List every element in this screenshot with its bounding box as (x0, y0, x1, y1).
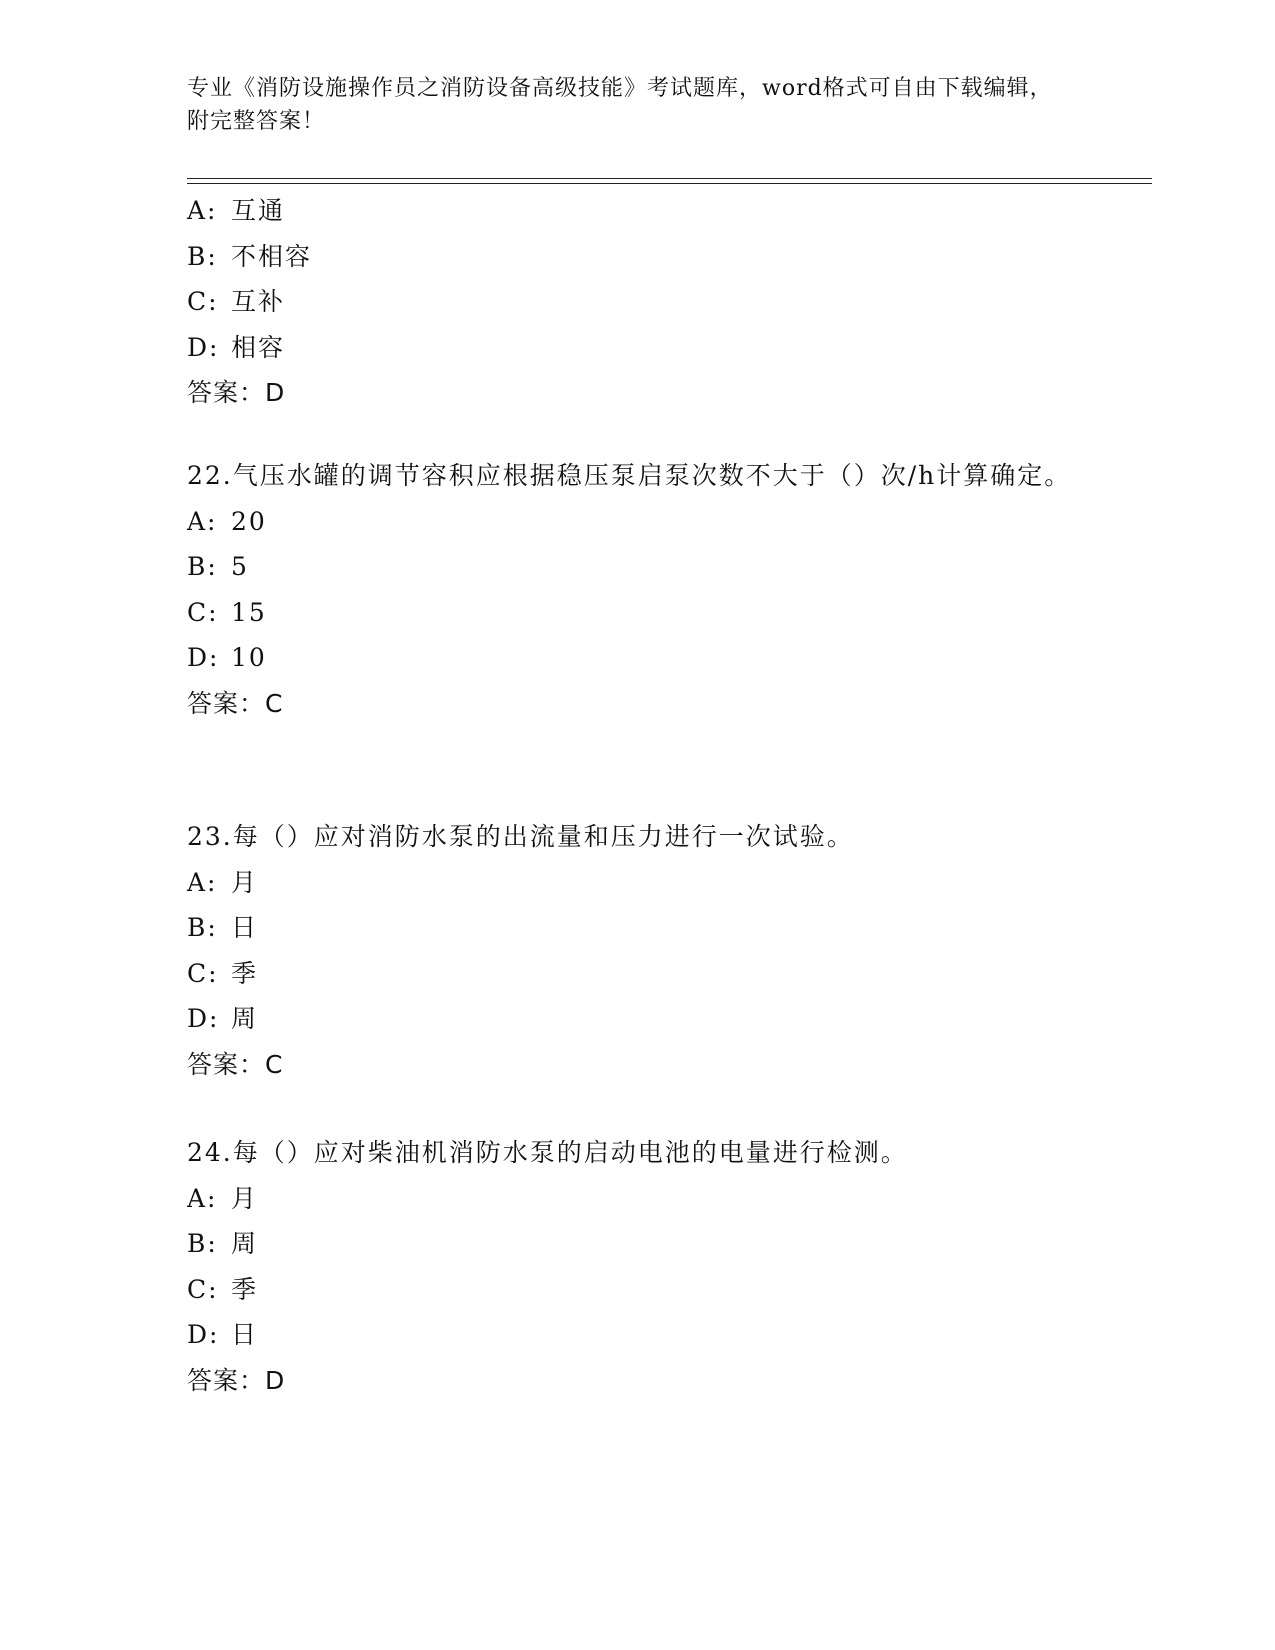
option-b: B: 日 (187, 913, 259, 942)
question-text: 23.每（）应对消防水泵的出流量和压力进行一次试验。 (187, 822, 854, 851)
answer-line: 答案：D (187, 378, 286, 407)
option-c: C: 季 (187, 1274, 259, 1304)
option-d: D: 10 (187, 643, 267, 672)
answer-line: 答案：C (187, 1049, 284, 1079)
option-a: A: 20 (187, 506, 267, 536)
header-rule-top (187, 178, 1152, 179)
option-c: C: 季 (187, 958, 259, 988)
question-text: 24.每（）应对柴油机消防水泵的启动电池的电量进行检测。 (187, 1138, 908, 1167)
option-b: B: 周 (187, 1229, 259, 1258)
option-c: C: 互补 (187, 287, 286, 316)
header-rule-bottom (187, 183, 1152, 184)
question-22 (187, 453, 1087, 726)
option-a: A: 互通 (187, 196, 286, 225)
question-text: 22.气压水罐的调节容积应根据稳压泵启泵次数不大于（）次/h计算确定。 (187, 461, 1072, 490)
option-c: C: 15 (187, 597, 267, 627)
answer-line: 答案：D (187, 1365, 286, 1395)
question-23 (187, 814, 1087, 1087)
option-d: D: 周 (187, 1004, 259, 1033)
option-b: B: 不相容 (187, 241, 313, 271)
answer-line: 答案：C (187, 688, 284, 718)
option-b: B: 5 (187, 552, 249, 581)
option-d: D: 日 (187, 1320, 259, 1349)
document-header: 专业《消防设施操作员之消防设备高级技能》考试题库，word格式可自由下载编辑，附完整答案！ (187, 76, 1053, 134)
question-24 (187, 1130, 1087, 1403)
option-a: A: 月 (187, 867, 259, 897)
option-a: A: 月 (187, 1183, 259, 1213)
question-21-continued (187, 188, 1087, 416)
option-d: D: 相容 (187, 332, 286, 362)
